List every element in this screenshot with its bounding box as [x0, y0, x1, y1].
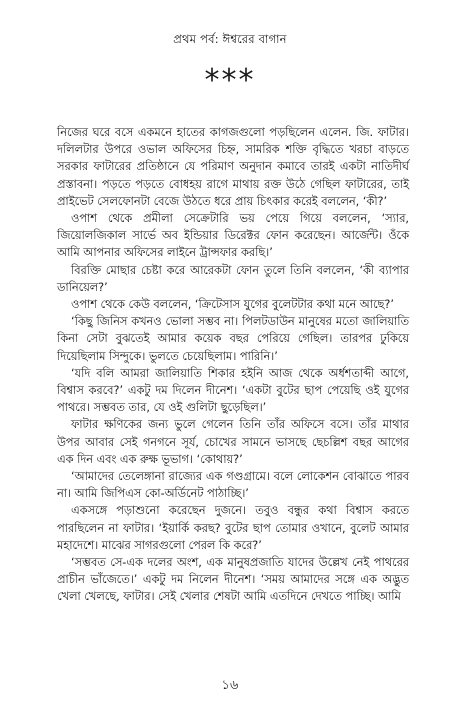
paragraph: বিরক্তি মোছার চেষ্টা করে আরেকটা ফোন তুলে তিনি বললেন, ‘কী ব্যাপার ডানিয়েল?’: [57, 263, 409, 294]
paragraph: ‘কিছু জিনিস কখনও ভোলা সম্ভব না। পিলটডাউন মানুষের মতো জালিয়াতি কিনা সেটা বুঝতেই আমার কয়েক বছর পেরিয়ে গেছিল। তারপর ঢুকিয়ে দিয়েছিলাম সিন্দুকে। ভুলতে চেয়েছিলাম। পারিনি।’: [57, 315, 409, 363]
paragraph: নিজের ঘরে বসে একমনে হাতের কাগজগুলো পড়ছিলেন এলেন. জি. ফাটার। দলিলটার উপরে ওভাল অফিসের চিহ্ন, সামরিক শক্তি বৃদ্ধিতে খরচা বাড়তে সরকার ফাটারের প্রতিষ্ঠানে যে পরিমাণ অনুদান কমাবে তারই একটা নাতিদীর্ঘ প্রস্তাবনা। পড়তে পড়তে বোধহয় রাগে মাথায় রক্ত উঠে গেছিল ফাটারের, তাই প্রাইভেট সেলফোনটা বেজে উঠতে ধরে প্রায় চিৎকার করেই বললেন, ‘কী?’: [57, 126, 409, 208]
paragraph: একসঙ্গে পড়াশুনো করেছেন দুজনে। তবুও বন্ধুর কথা বিশ্বাস করতে পারছিলেন না ফাটার। ‘ইয়ার্কি করছ? বুটের ছাপ তোমার ওখানে, বুলেট আমার মহাদেশে। মাঝের সাগরগুলো পেরল কি করে?’: [57, 504, 409, 552]
section-break-ornament: ***: [204, 63, 256, 98]
paragraph: ‘সম্ভবত সে-এক দলের অংশ, এক মানুষপ্রজাতি যাদের উল্লেখ নেই পাথরের প্রাচীন ভাঁজেতে।’ একটু দম নিলেন দীনেশ। ‘সময় আমাদের সঙ্গে এক অদ্ভুত খেলা খেলছে, ফাটার। সেই খেলার শেষটা আমি এতদিনে দেখতে পাচ্ছি। আমি: [57, 556, 409, 604]
paragraph: ওপাশ থেকে প্রমীলা সেক্রেটারি ভয় পেয়ে গিয়ে বললেন, ‘স্যার, জিয়োলজিকাল সার্ভে অব ইন্ডিয়ার ডিরেক্টর ফোন করেছেন। আর্জেন্ট। ওঁকে আমি আপনার অফিসের লাইনে ট্রান্সফার করছি।’: [57, 212, 409, 260]
page-number: ১৬: [221, 678, 239, 693]
paragraph: ফাটার ক্ষণিকের জন্য ভুলে গেলেন তিনি তাঁর অফিসে বসে। তাঁর মাথার উপর আবার সেই গনগনে সূর্য, চোখের সামনে ভাসছে ছেচল্লিশ বছর আগের এক দিন এবং এক রুক্ষ ভূভাগ। ‘কোথায়?’: [57, 418, 409, 466]
paragraph: ‘যদি বলি আমরা জালিয়াতি শিকার হইনি আজ থেকে অর্ধশতাব্দী আগে, বিশ্বাস করবে?’ একটু দম দিলেন দীনেশ। ‘একটা বুটের ছাপ পেয়েছি ওই যুগের পাথরে। সম্ভবত তার, যে ওই গুলিটা ছুড়েছিল।’: [57, 366, 409, 415]
running-head: প্রথম পর্ব: ঈশ্বরের বাগান: [173, 32, 287, 46]
paragraph: ‘আমাদের তেলেঙ্গানা রাজ্যের এক গণ্ডগ্রামে। বলে লোকেশন বোঝাতে পারব না। আমি জিপিএস কো-অর্ডিনেট পাঠাচ্ছি।’: [57, 470, 409, 501]
paragraph: ওপাশ থেকে কেউ বললেন, ‘ক্রিটেসাস যুগের বুলেটটার কথা মনে আছে?’: [71, 298, 394, 312]
body-text: [57, 124, 409, 606]
